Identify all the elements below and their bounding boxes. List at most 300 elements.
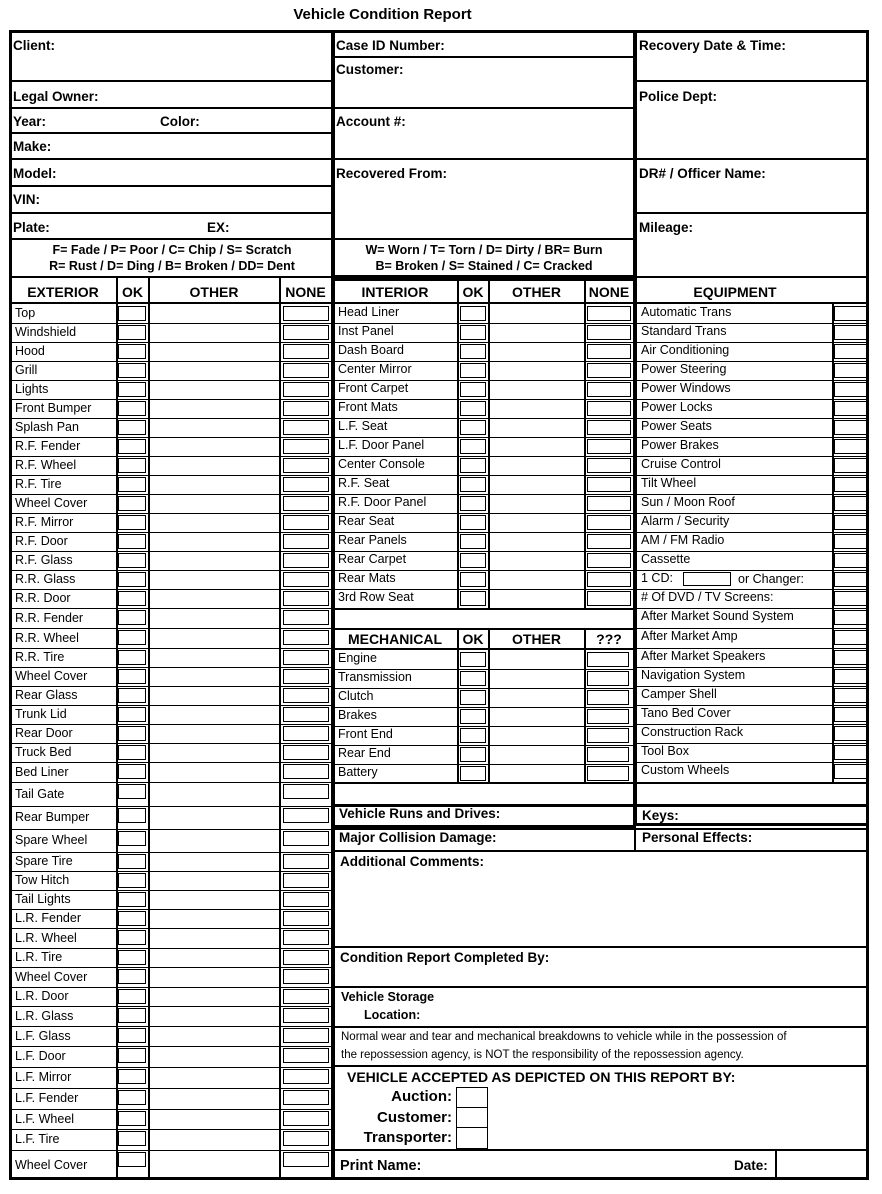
mechanical-ok-checkbox[interactable] xyxy=(460,747,486,762)
mechanical-row-divider xyxy=(333,669,635,670)
equipment-row-divider xyxy=(635,724,868,725)
exterior-none-checkbox[interactable] xyxy=(283,950,329,965)
equipment-checkbox[interactable] xyxy=(834,325,867,340)
exterior-item-label: L.R. Glass xyxy=(15,1008,74,1023)
equipment-item-label: Navigation System xyxy=(641,668,746,682)
exterior-ok-checkbox[interactable] xyxy=(118,363,146,378)
exterior-item-label: R.R. Glass xyxy=(15,572,76,586)
interior-none-checkbox[interactable] xyxy=(587,572,631,587)
exterior-none-checkbox[interactable] xyxy=(283,382,329,397)
mechanical-unknown-checkbox[interactable] xyxy=(587,652,629,667)
exterior-none-checkbox[interactable] xyxy=(283,420,329,435)
exterior-ok-checkbox[interactable] xyxy=(118,669,146,684)
exterior-row-divider xyxy=(10,437,333,438)
exterior-row-divider xyxy=(10,494,333,495)
interior-ok-checkbox[interactable] xyxy=(460,515,486,530)
exterior-row-divider xyxy=(10,323,333,324)
interior-ok-checkbox[interactable] xyxy=(460,439,486,454)
equipment-checkbox[interactable] xyxy=(834,477,867,492)
exterior-item-label: R.F. Fender xyxy=(15,439,81,453)
exterior-row-divider xyxy=(10,475,333,476)
interior-none-checkbox[interactable] xyxy=(587,363,631,378)
auction-checkbox[interactable] xyxy=(456,1087,488,1108)
completed-by-label: Condition Report Completed By: xyxy=(340,950,550,965)
one-cd-box[interactable] xyxy=(683,572,731,586)
exterior-none-checkbox[interactable] xyxy=(283,1090,329,1105)
equipment-item-label: Cassette xyxy=(641,552,691,566)
interior-row-divider xyxy=(333,589,635,590)
equipment-checkbox[interactable] xyxy=(834,726,867,741)
mechanical-ok-checkbox[interactable] xyxy=(460,690,486,705)
equipment-row-divider xyxy=(635,399,868,400)
exterior-ok-checkbox[interactable] xyxy=(118,707,146,722)
equipment-item-label: Power Seats xyxy=(641,419,712,433)
transporter-label: Transporter: xyxy=(363,1129,452,1146)
mechanical-ok-checkbox[interactable] xyxy=(460,766,486,781)
equipment-checkbox[interactable] xyxy=(834,344,867,359)
exterior-ok-checkbox[interactable] xyxy=(118,344,146,359)
runs-drives-label: Vehicle Runs and Drives: xyxy=(339,806,501,821)
exterior-none-checkbox[interactable] xyxy=(283,344,329,359)
report-title: Vehicle Condition Report xyxy=(293,6,472,23)
equipment-checkbox[interactable] xyxy=(834,439,867,454)
exterior-item-label: Tow Hitch xyxy=(15,873,70,887)
mechanical-unknown-checkbox[interactable] xyxy=(587,709,629,724)
accepted-by-label: VEHICLE ACCEPTED AS DEPICTED ON THIS REPORT BY: xyxy=(347,1069,736,1085)
exterior-none-checkbox[interactable] xyxy=(283,630,329,645)
exterior-none-checkbox[interactable] xyxy=(283,1152,329,1167)
exterior-row-divider xyxy=(10,762,333,763)
exterior-ok-checkbox[interactable] xyxy=(118,892,146,907)
exterior-item-label: L.F. Mirror xyxy=(15,1070,72,1084)
equipment-row-divider xyxy=(635,532,868,533)
exterior-none-checkbox[interactable] xyxy=(283,726,329,741)
interior-item-label: Center Console xyxy=(338,457,425,471)
interior-item-label: Rear Panels xyxy=(338,533,407,547)
customer-label: Customer: xyxy=(336,62,404,77)
interior-item-label: Center Mirror xyxy=(338,362,412,376)
equipment-row-divider xyxy=(635,667,868,668)
mechanical-row-divider xyxy=(333,745,635,746)
exterior-row-divider xyxy=(10,705,333,706)
exterior-row-divider xyxy=(10,782,333,783)
exterior-ok-header: OK xyxy=(122,284,143,300)
exterior-ok-checkbox[interactable] xyxy=(118,930,146,945)
interior-item-label: L.F. Seat xyxy=(338,419,388,433)
mechanical-unknown-checkbox[interactable] xyxy=(587,690,629,705)
mechanical-row-divider xyxy=(333,726,635,727)
exterior-item-label: L.F. Door xyxy=(15,1049,66,1063)
equipment-item-label: Tool Box xyxy=(641,744,689,758)
interior-ok-checkbox[interactable] xyxy=(460,306,486,321)
mechanical-other-header: OTHER xyxy=(512,631,561,647)
mechanical-ok-checkbox[interactable] xyxy=(460,709,486,724)
exterior-none-checkbox[interactable] xyxy=(283,831,329,846)
exterior-none-checkbox[interactable] xyxy=(283,1131,329,1146)
customer-accept-label: Customer: xyxy=(376,1109,452,1126)
mechanical-header: MECHANICAL xyxy=(347,631,443,647)
mileage-label: Mileage: xyxy=(639,220,694,235)
exterior-none-checkbox[interactable] xyxy=(283,1008,329,1023)
interior-ok-checkbox[interactable] xyxy=(460,363,486,378)
disclaimer-line2: the repossession agency, is NOT the responsibility of the repossession agency. xyxy=(341,1049,744,1061)
interior-row-divider xyxy=(333,323,635,324)
exterior-item-label: Trunk Lid xyxy=(15,707,67,721)
mechanical-ok-header: OK xyxy=(462,631,484,647)
interior-ok-header: OK xyxy=(462,284,484,300)
equipment-row-divider xyxy=(635,456,868,457)
equipment-checkbox[interactable] xyxy=(834,458,867,473)
keys-label: Keys: xyxy=(642,808,679,823)
exterior-none-checkbox[interactable] xyxy=(283,515,329,530)
exterior-none-checkbox[interactable] xyxy=(283,873,329,888)
interior-none-checkbox[interactable] xyxy=(587,420,631,435)
equipment-item-label: Power Windows xyxy=(641,381,731,395)
exterior-item-label: Spare Wheel xyxy=(15,833,88,847)
transporter-checkbox[interactable] xyxy=(456,1127,488,1149)
exterior-ok-checkbox[interactable] xyxy=(118,650,146,665)
exterior-item-label: Tail Lights xyxy=(15,892,71,906)
exterior-ok-checkbox[interactable] xyxy=(118,1090,146,1105)
mechanical-item-label: Transmission xyxy=(338,670,412,684)
exterior-row-divider xyxy=(10,532,333,533)
equipment-checkbox[interactable] xyxy=(834,515,867,530)
interior-none-checkbox[interactable] xyxy=(587,458,631,473)
exterior-row-divider xyxy=(10,513,333,514)
storage-line1: Vehicle Storage xyxy=(341,990,435,1004)
exterior-item-label: Hood xyxy=(15,344,45,358)
exterior-legend-line2: R= Rust / D= Ding / B= Broken / DD= Dent xyxy=(49,259,295,273)
exterior-ok-checkbox[interactable] xyxy=(118,382,146,397)
interior-item-label: Dash Board xyxy=(338,343,405,357)
exterior-item-label: L.F. Glass xyxy=(15,1028,71,1043)
equipment-checkbox[interactable] xyxy=(834,306,867,321)
exterior-ok-checkbox[interactable] xyxy=(118,496,146,511)
interior-legend xyxy=(334,242,634,274)
interior-ok-checkbox[interactable] xyxy=(460,477,486,492)
exterior-ok-checkbox[interactable] xyxy=(118,688,146,703)
exterior-ok-checkbox[interactable] xyxy=(118,854,146,869)
interior-item-label: Rear Seat xyxy=(338,514,395,528)
exterior-ok-checkbox[interactable] xyxy=(118,764,146,779)
exterior-row-divider xyxy=(10,686,333,687)
exterior-ok-checkbox[interactable] xyxy=(118,534,146,549)
exterior-none-checkbox[interactable] xyxy=(283,911,329,926)
exterior-ok-checkbox[interactable] xyxy=(118,515,146,530)
equipment-item-label: Construction Rack xyxy=(641,725,744,739)
equipment-checkbox[interactable] xyxy=(834,764,867,779)
exterior-none-checkbox[interactable] xyxy=(283,1028,329,1043)
exterior-ok-checkbox[interactable] xyxy=(118,610,146,625)
legal-owner-label: Legal Owner: xyxy=(13,89,99,104)
mechanical-ok-checkbox[interactable] xyxy=(460,728,486,743)
exterior-none-checkbox[interactable] xyxy=(283,363,329,378)
interior-ok-checkbox[interactable] xyxy=(460,325,486,340)
exterior-row-divider xyxy=(10,667,333,668)
exterior-ok-checkbox[interactable] xyxy=(118,325,146,340)
customer-checkbox[interactable] xyxy=(456,1107,488,1128)
exterior-none-checkbox[interactable] xyxy=(283,572,329,587)
exterior-ok-checkbox[interactable] xyxy=(118,1028,146,1043)
interior-ok-checkbox[interactable] xyxy=(460,401,486,416)
interior-row-divider xyxy=(333,513,635,514)
exterior-item-label: Wheel Cover xyxy=(15,1157,88,1172)
vin-label: VIN: xyxy=(13,192,40,207)
interior-ok-checkbox[interactable] xyxy=(460,344,486,359)
exterior-none-checkbox[interactable] xyxy=(283,496,329,511)
exterior-item-label: L.R. Wheel xyxy=(15,930,77,945)
equipment-checkbox[interactable] xyxy=(834,401,867,416)
exterior-ok-checkbox[interactable] xyxy=(118,950,146,965)
mechanical-unknown-checkbox[interactable] xyxy=(587,766,629,781)
exterior-ok-checkbox[interactable] xyxy=(118,873,146,888)
interior-item-label: 3rd Row Seat xyxy=(338,590,414,604)
interior-none-checkbox[interactable] xyxy=(587,306,631,321)
exterior-row-divider xyxy=(10,871,333,872)
exterior-row-divider xyxy=(10,628,333,629)
interior-ok-checkbox[interactable] xyxy=(460,382,486,397)
equipment-item-label: Power Steering xyxy=(641,362,727,376)
interior-none-checkbox[interactable] xyxy=(587,496,631,511)
equipment-row-divider xyxy=(635,686,868,687)
exterior-none-checkbox[interactable] xyxy=(283,610,329,625)
exterior-row-divider xyxy=(10,648,333,649)
exterior-none-checkbox[interactable] xyxy=(283,669,329,684)
equipment-checkbox[interactable] xyxy=(834,591,867,606)
exterior-ok-checkbox[interactable] xyxy=(118,439,146,454)
mechanical-unknown-checkbox[interactable] xyxy=(587,671,629,686)
exterior-row-divider xyxy=(10,456,333,457)
exterior-none-checkbox[interactable] xyxy=(283,306,329,321)
interior-item-label: Front Carpet xyxy=(338,381,409,395)
exterior-item-label: L.F. Wheel xyxy=(15,1111,75,1126)
exterior-ok-checkbox[interactable] xyxy=(118,831,146,846)
exterior-none-checkbox[interactable] xyxy=(283,808,329,823)
mechanical-ok-checkbox[interactable] xyxy=(460,671,486,686)
exterior-none-checkbox[interactable] xyxy=(283,892,329,907)
equipment-checkbox[interactable] xyxy=(834,688,867,703)
exterior-row-divider xyxy=(10,890,333,891)
exterior-item-label: R.F. Wheel xyxy=(15,458,77,472)
interior-ok-checkbox[interactable] xyxy=(460,458,486,473)
exterior-ok-checkbox[interactable] xyxy=(118,726,146,741)
exterior-row-divider xyxy=(10,342,333,343)
equipment-item-label: Standard Trans xyxy=(641,324,727,338)
interior-none-checkbox[interactable] xyxy=(587,534,631,549)
exterior-ok-checkbox[interactable] xyxy=(118,591,146,606)
interior-none-checkbox[interactable] xyxy=(587,591,631,606)
exterior-none-checkbox[interactable] xyxy=(283,439,329,454)
make-label: Make: xyxy=(13,139,52,154)
equipment-checkbox[interactable] xyxy=(834,534,867,549)
equipment-checkbox[interactable] xyxy=(834,669,867,684)
equipment-row-divider xyxy=(635,361,868,362)
exterior-row-divider xyxy=(10,1088,333,1089)
equipment-item-label: After Market Speakers xyxy=(641,649,766,663)
interior-row-divider xyxy=(333,456,635,457)
equipment-checkbox[interactable] xyxy=(834,707,867,722)
exterior-none-checkbox[interactable] xyxy=(283,553,329,568)
interior-ok-checkbox[interactable] xyxy=(460,553,486,568)
account-label: Account #: xyxy=(336,114,406,129)
exterior-none-checkbox[interactable] xyxy=(283,969,329,984)
ex-label: EX: xyxy=(207,220,230,235)
mechanical-item-label: Battery xyxy=(338,765,378,779)
equipment-row-divider xyxy=(635,380,868,381)
mechanical-unknown-checkbox[interactable] xyxy=(587,728,629,743)
exterior-none-checkbox[interactable] xyxy=(283,325,329,340)
interior-none-checkbox[interactable] xyxy=(587,439,631,454)
interior-ok-checkbox[interactable] xyxy=(460,496,486,511)
exterior-ok-checkbox[interactable] xyxy=(118,401,146,416)
exterior-row-divider xyxy=(10,1067,333,1068)
equipment-row-divider xyxy=(635,323,868,324)
exterior-item-label: R.R. Tire xyxy=(15,650,65,664)
equipment-checkbox[interactable] xyxy=(834,745,867,760)
exterior-ok-checkbox[interactable] xyxy=(118,989,146,1004)
exterior-ok-checkbox[interactable] xyxy=(118,911,146,926)
equipment-checkbox[interactable] xyxy=(834,630,867,645)
exterior-ok-checkbox[interactable] xyxy=(118,808,146,823)
equipment-checkbox[interactable] xyxy=(834,553,867,568)
mechanical-unknown-header: ??? xyxy=(596,631,622,647)
exterior-row-divider xyxy=(10,399,333,400)
equipment-checkbox[interactable] xyxy=(834,610,867,625)
interior-none-checkbox[interactable] xyxy=(587,477,631,492)
equipment-checkbox[interactable] xyxy=(834,650,867,665)
equipment-row-divider xyxy=(635,648,868,649)
exterior-item-label: Rear Door xyxy=(15,726,73,740)
interior-none-checkbox[interactable] xyxy=(587,401,631,416)
mechanical-unknown-checkbox[interactable] xyxy=(587,747,629,762)
exterior-ok-checkbox[interactable] xyxy=(118,1008,146,1023)
exterior-ok-checkbox[interactable] xyxy=(118,630,146,645)
exterior-item-label: L.R. Fender xyxy=(15,911,82,925)
exterior-none-checkbox[interactable] xyxy=(283,930,329,945)
mechanical-ok-checkbox[interactable] xyxy=(460,652,486,667)
equipment-item-label: Tano Bed Cover xyxy=(641,706,731,720)
equipment-row-divider xyxy=(635,589,868,590)
exterior-ok-checkbox[interactable] xyxy=(118,1111,146,1126)
interior-row-divider xyxy=(333,551,635,552)
equipment-checkbox[interactable] xyxy=(834,572,867,587)
disclaimer-line1: Normal wear and tear and mechanical breakdowns to vehicle while in the possession of xyxy=(341,1031,787,1043)
equipment-row-divider xyxy=(635,494,868,495)
interior-row-divider xyxy=(333,494,635,495)
exterior-item-label: Front Bumper xyxy=(15,401,92,415)
exterior-none-checkbox[interactable] xyxy=(283,534,329,549)
exterior-item-label: Rear Bumper xyxy=(15,810,90,824)
exterior-item-label: R.R. Door xyxy=(15,591,71,605)
exterior-none-checkbox[interactable] xyxy=(283,458,329,473)
mechanical-row-divider xyxy=(333,707,635,708)
interior-none-header: NONE xyxy=(588,284,630,300)
equipment-row-divider xyxy=(635,705,868,706)
exterior-none-checkbox[interactable] xyxy=(283,688,329,703)
interior-ok-checkbox[interactable] xyxy=(460,572,486,587)
equipment-header: EQUIPMENT xyxy=(693,284,777,300)
interior-none-checkbox[interactable] xyxy=(587,325,631,340)
equipment-checkbox[interactable] xyxy=(834,363,867,378)
exterior-item-label: L.F. Tire xyxy=(15,1132,60,1146)
interior-ok-checkbox[interactable] xyxy=(460,420,486,435)
changer-label: or Changer: xyxy=(738,572,805,586)
exterior-none-checkbox[interactable] xyxy=(283,1111,329,1126)
exterior-ok-checkbox[interactable] xyxy=(118,420,146,435)
exterior-item-label: Lights xyxy=(15,382,49,396)
equipment-checkbox[interactable] xyxy=(834,496,867,511)
equipment-item-label: AM / FM Radio xyxy=(641,533,725,547)
exterior-none-checkbox[interactable] xyxy=(283,764,329,779)
exterior-none-checkbox[interactable] xyxy=(283,1069,329,1084)
exterior-ok-checkbox[interactable] xyxy=(118,745,146,760)
interior-row-divider xyxy=(333,418,635,419)
exterior-row-divider xyxy=(10,743,333,744)
exterior-ok-checkbox[interactable] xyxy=(118,572,146,587)
equipment-item-label: Power Locks xyxy=(641,400,713,414)
exterior-none-checkbox[interactable] xyxy=(283,401,329,416)
exterior-row-divider xyxy=(10,1150,333,1151)
recovered-from-label: Recovered From: xyxy=(336,166,448,181)
mechanical-item-label: Brakes xyxy=(338,708,377,722)
exterior-none-checkbox[interactable] xyxy=(283,784,329,799)
exterior-none-checkbox[interactable] xyxy=(283,707,329,722)
exterior-ok-checkbox[interactable] xyxy=(118,969,146,984)
interior-none-checkbox[interactable] xyxy=(587,553,631,568)
exterior-none-checkbox[interactable] xyxy=(283,650,329,665)
exterior-row-divider xyxy=(10,1026,333,1027)
comments-label: Additional Comments: xyxy=(340,854,484,869)
exterior-none-checkbox[interactable] xyxy=(283,854,329,869)
police-dept-label: Police Dept: xyxy=(639,89,718,104)
exterior-item-label: R.F. Tire xyxy=(15,477,62,491)
exterior-ok-checkbox[interactable] xyxy=(118,784,146,799)
exterior-none-checkbox[interactable] xyxy=(283,591,329,606)
interior-none-checkbox[interactable] xyxy=(587,382,631,397)
exterior-ok-checkbox[interactable] xyxy=(118,1131,146,1146)
exterior-item-label: L.R. Door xyxy=(15,989,69,1003)
model-label: Model: xyxy=(13,166,57,181)
exterior-ok-checkbox[interactable] xyxy=(118,477,146,492)
exterior-none-checkbox[interactable] xyxy=(283,1048,329,1063)
exterior-ok-checkbox[interactable] xyxy=(118,1152,146,1167)
equipment-checkbox[interactable] xyxy=(834,420,867,435)
exterior-none-checkbox[interactable] xyxy=(283,477,329,492)
exterior-row-divider xyxy=(10,418,333,419)
exterior-none-checkbox[interactable] xyxy=(283,989,329,1004)
exterior-ok-checkbox[interactable] xyxy=(118,458,146,473)
exterior-ok-checkbox[interactable] xyxy=(118,553,146,568)
interior-none-checkbox[interactable] xyxy=(587,515,631,530)
interior-ok-checkbox[interactable] xyxy=(460,534,486,549)
exterior-row-divider xyxy=(10,380,333,381)
interior-ok-checkbox[interactable] xyxy=(460,591,486,606)
equipment-item-label: Camper Shell xyxy=(641,687,717,701)
exterior-ok-checkbox[interactable] xyxy=(118,306,146,321)
mechanical-item-label: Rear End xyxy=(338,746,391,760)
equipment-item-label: Sun / Moon Roof xyxy=(641,495,735,509)
interior-none-checkbox[interactable] xyxy=(587,344,631,359)
exterior-row-divider xyxy=(10,829,333,830)
mechanical-item-label: Engine xyxy=(338,651,377,665)
exterior-ok-checkbox[interactable] xyxy=(118,1069,146,1084)
interior-row-divider xyxy=(333,399,635,400)
equipment-row-divider xyxy=(635,418,868,419)
equipment-checkbox[interactable] xyxy=(834,382,867,397)
exterior-ok-checkbox[interactable] xyxy=(118,1048,146,1063)
interior-item-label: Rear Carpet xyxy=(338,552,407,566)
exterior-none-checkbox[interactable] xyxy=(283,745,329,760)
